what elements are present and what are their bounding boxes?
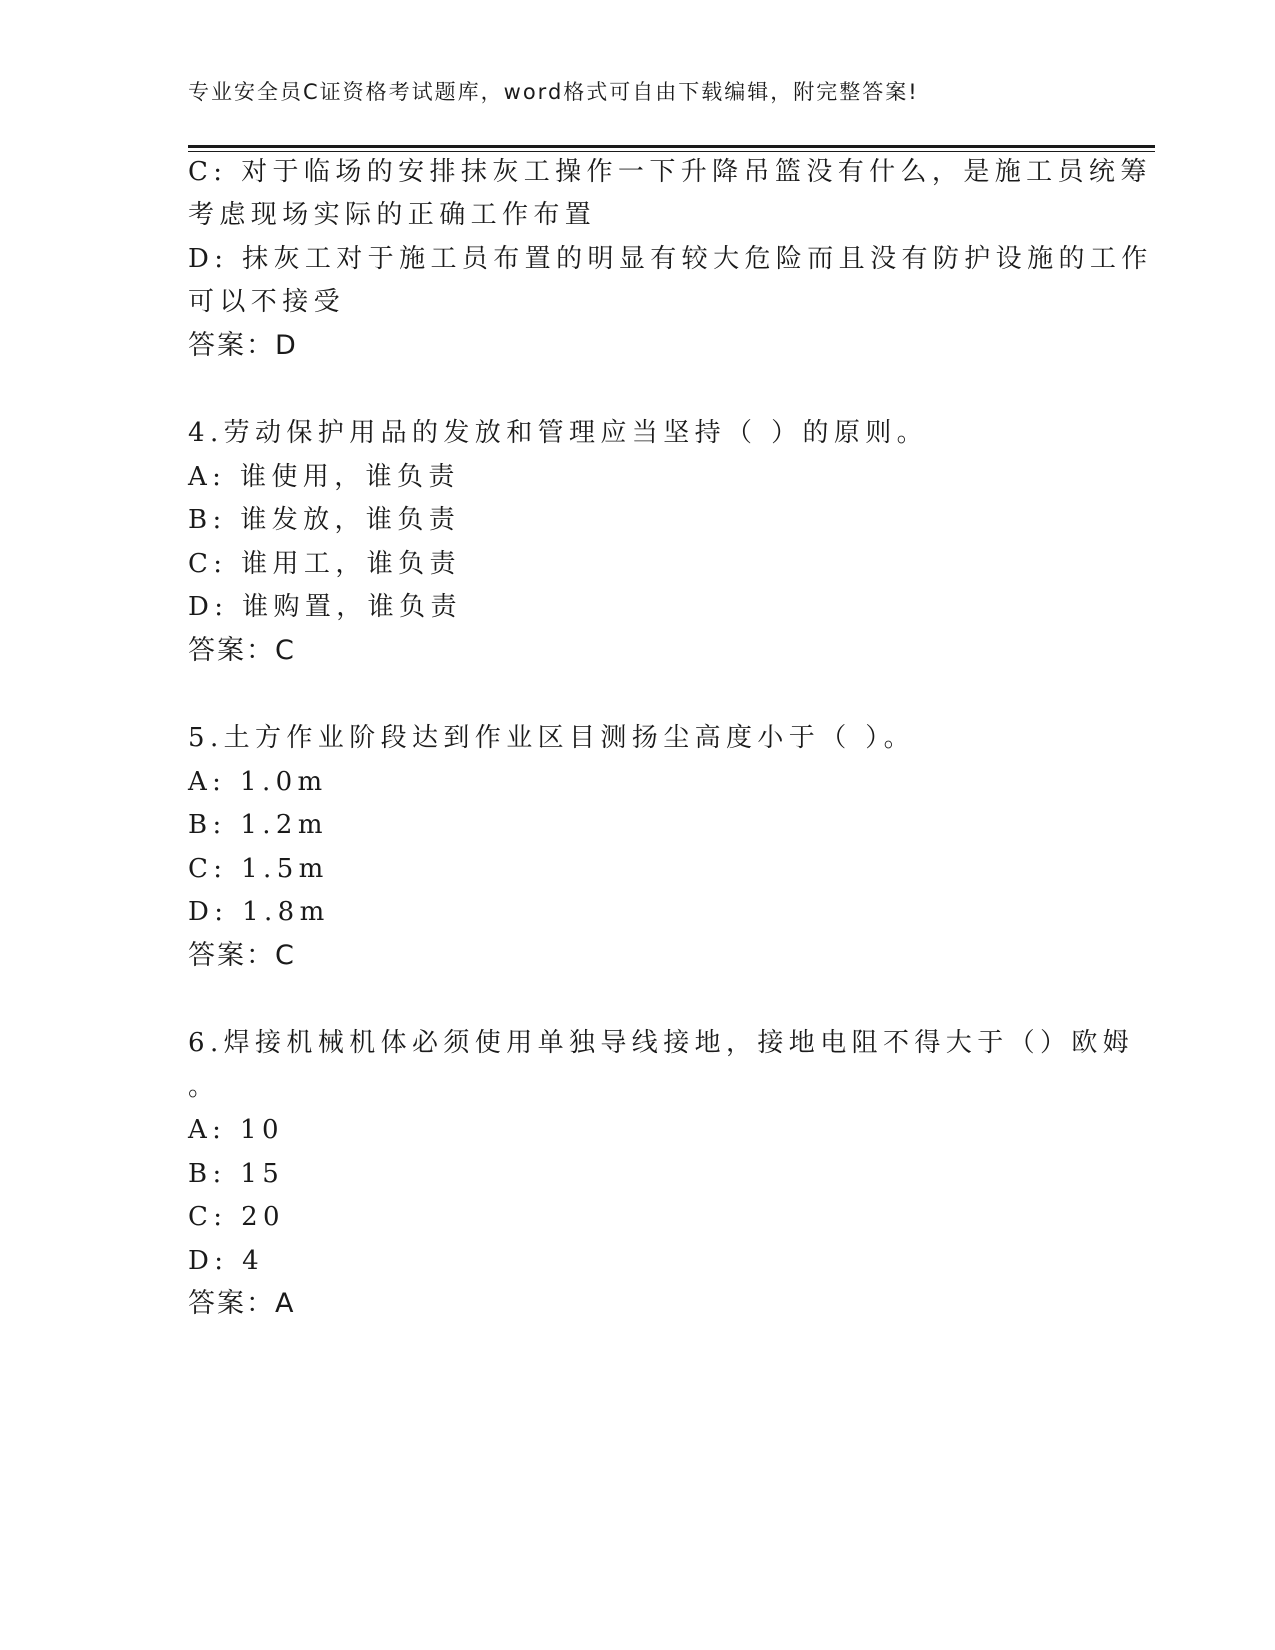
q4-option-b: B: 谁发放，谁负责 <box>188 505 461 535</box>
q3-option-c-line1: C: 对于临场的安排抹灰工操作一下升降吊篮没有什么，是施工员统筹 <box>188 157 1152 187</box>
q5-option-d: D: 1.8m <box>188 897 330 927</box>
q3-option-d-line1: D: 抹灰工对于施工员布置的明显有较大危险而且没有防护设施的工作 <box>188 244 1153 274</box>
q5-option-a: A: 1.0m <box>188 767 328 797</box>
q6-option-a: A: 10 <box>188 1115 284 1145</box>
q5-option-b: B: 1.2m <box>188 810 328 840</box>
q4-option-a: A: 谁使用，谁负责 <box>188 462 460 492</box>
q5-question: 5.土方作业阶段达到作业区目测扬尘高度小于（ ）。 <box>188 723 916 753</box>
q4-option-c: C: 谁用工，谁负责 <box>188 549 461 579</box>
q5-answer: 答案：C <box>188 940 296 971</box>
q3-option-d-line2: 可以不接受 <box>188 287 346 317</box>
header-rule-thin <box>188 151 1155 152</box>
q6-option-b: B: 15 <box>188 1159 285 1189</box>
q4-answer: 答案：C <box>188 635 296 666</box>
q6-answer: 答案：A <box>188 1288 296 1319</box>
q5-option-c: C: 1.5m <box>188 854 329 884</box>
q4-question: 4.劳动保护用品的发放和管理应当坚持（ ）的原则。 <box>188 418 929 448</box>
q6-question-line1: 6.焊接机械机体必须使用单独导线接地，接地电阻不得大于（）欧姆 <box>188 1028 1135 1058</box>
page-header: 专业安全员C证资格考试题库，word格式可自由下载编辑，附完整答案! <box>188 80 919 104</box>
q6-option-c: C: 20 <box>188 1202 286 1232</box>
q3-answer: 答案：D <box>188 330 298 361</box>
q3-option-c-line2: 考虑现场实际的正确工作布置 <box>188 200 597 230</box>
header-rule-thick <box>188 145 1155 148</box>
q6-option-d: D: 4 <box>188 1246 265 1276</box>
q6-question-line2: 。 <box>188 1072 220 1102</box>
q4-option-d: D: 谁购置，谁负责 <box>188 592 462 622</box>
